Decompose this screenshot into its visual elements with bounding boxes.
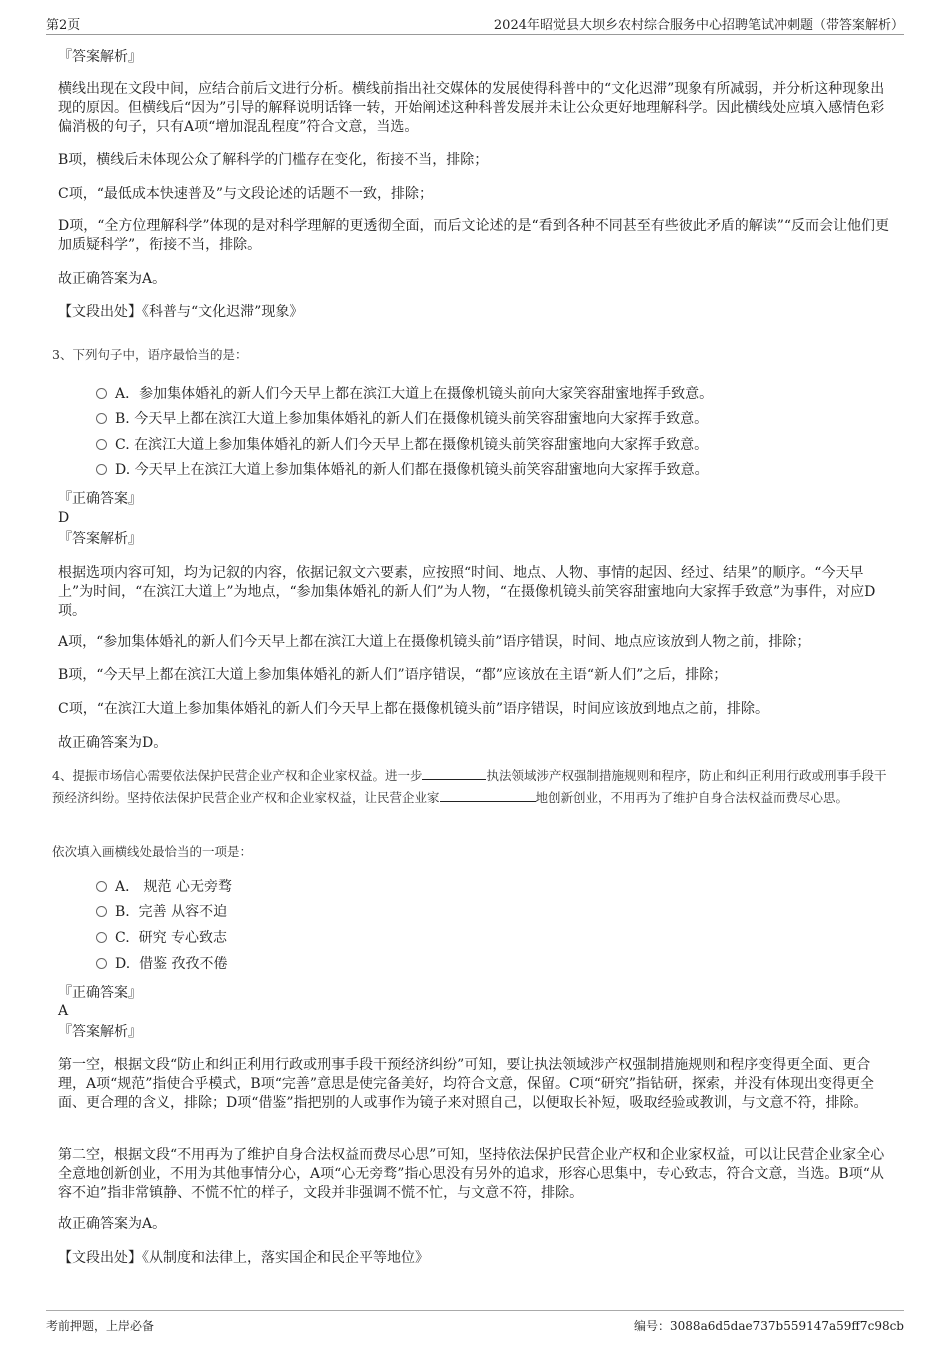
q3-analysis-p2: A项，“参加集体婚礼的新人们今天早上都在滨江大道上在摄像机镜头前”语序错误，时间、地点应该放到人物之前，排除；: [58, 634, 811, 650]
q4-analysis-label: 『答案解析』: [58, 1024, 142, 1040]
q3-option-a[interactable]: A．参加集体婚礼的新人们今天早上都在滨江大道上在摄像机镜头前向大家笑容甜蜜地挥手致意。: [96, 383, 896, 405]
q4-correct-answer: A: [58, 1003, 69, 1019]
q4-stem: 4、提振市场信心需要依法保护民营企业产权和企业家权益。进一步 执法领域涉产权强制措施规则和程序，防止和纠正利用行政或刑事手段干预经济纠纷。坚持依法保护民营企业产权和企业家权益，让民营企业家 地创新创业，不用再为了维护自身合法权益而费尽心思。: [52, 765, 897, 809]
q2-analysis-p3: C项，“最低成本快速普及”与文段论述的话题不一致，排除；: [58, 186, 434, 202]
q3-analysis-p4: C项，“在滨江大道上参加集体婚礼的新人们今天早上都在摄像机镜头前”语序错误，时间应该放到地点之前，排除。: [58, 701, 770, 717]
radio-icon[interactable]: [96, 413, 107, 424]
q4-instruction: 依次填入画横线处最恰当的一项是：: [52, 844, 253, 859]
q4-source: 【文段出处】《从制度和法律上，落实国企和民企平等地位》: [58, 1250, 429, 1266]
q4-analysis-p1: 第一空，根据文段“防止和纠正利用行政或刑事手段干预经济纠纷”可知，要让执法领域涉产权强制措施规则和程序变得更全面、更合理，A项“规范”指使合乎模式，B项“完善”意思是使完备美好，均符合文意，保留。C项“研究”指钻研，探索，并没有体现出变得更全面、更合理的含义，排除；D项“借鉴”指把别的人或事作为镜子来对照自己，以便取长补短，吸取经验或教训，与文意不符，排除。: [58, 1057, 875, 1111]
q4-option-c[interactable]: C. 研究 专心致志: [96, 927, 896, 949]
blank-1: [422, 765, 486, 780]
page-footer: [46, 1310, 904, 1337]
q3-option-c[interactable]: C. 在滨江大道上参加集体婚礼的新人们今天早上都在摄像机镜头前笑容甜蜜地向大家挥手致意。: [96, 434, 896, 456]
radio-icon[interactable]: [96, 906, 107, 917]
q4-option-b[interactable]: B. 完善 从容不迫: [96, 901, 896, 923]
q4-analysis-p3: 故正确答案为A。: [58, 1216, 167, 1232]
q3-correct-label: 『正确答案』: [58, 491, 142, 507]
q4-correct-label: 『正确答案』: [58, 985, 142, 1001]
radio-icon[interactable]: [96, 388, 107, 399]
q4-option-d[interactable]: D. 借鉴 孜孜不倦: [96, 953, 896, 975]
q4-analysis-p2: 第二空，根据文段“不用再为了维护自身合法权益而费尽心思”可知，坚持依法保护民营企业产权和企业家权益，可以让民营企业家全心全意地创新创业，不用为其他事情分心，A项“心无旁骛”指心思没有另外的追求，形容心思集中，专心致志，符合文意，当选。B项“从容不迫”指非常镇静、不慌不忙的样子，文段并非强调不慌不忙，与文意不符，排除。: [58, 1147, 885, 1201]
radio-icon[interactable]: [96, 958, 107, 969]
page-header: [46, 14, 904, 35]
blank-2: [440, 787, 536, 802]
q4-option-a[interactable]: A． 规范 心无旁骛: [96, 876, 896, 898]
radio-icon[interactable]: [96, 881, 107, 892]
q3-stem: 3、下列句子中，语序最恰当的是：: [52, 347, 248, 362]
footer-slogan: 考前押题，上岸必备: [46, 1319, 155, 1333]
radio-icon[interactable]: [96, 439, 107, 450]
q2-analysis-p2: B项，横线后未体现公众了解科学的门槛存在变化，衔接不当，排除；: [58, 152, 489, 168]
document-id: 编号：3088a6d5dae737b559147a59ff7c98cb: [634, 1319, 904, 1333]
document-title: 2024年昭觉县大坝乡农村综合服务中心招聘笔试冲刺题（带答案解析）: [493, 18, 904, 33]
q2-source: 【文段出处】《科普与“文化迟滞”现象》: [58, 304, 304, 320]
radio-icon[interactable]: [96, 932, 107, 943]
q3-option-d[interactable]: D. 今天早上在滨江大道上参加集体婚礼的新人们都在摄像机镜头前笑容甜蜜地向大家挥手致意。: [96, 459, 896, 481]
q2-analysis-p5: 故正确答案为A。: [58, 271, 167, 287]
q2-analysis-p4: D项，“全方位理解科学”体现的是对科学理解的更透彻全面，而后文论述的是“看到各种不同甚至有些彼此矛盾的解读”“反而会让他们更加质疑科学”，衔接不当，排除。: [58, 218, 890, 253]
q3-analysis-label: 『答案解析』: [58, 531, 142, 547]
radio-icon[interactable]: [96, 464, 107, 475]
q3-analysis-p5: 故正确答案为D。: [58, 735, 168, 751]
q3-option-b[interactable]: B. 今天早上都在滨江大道上参加集体婚礼的新人们在摄像机镜头前笑容甜蜜地向大家挥手致意。: [96, 408, 896, 430]
q2-analysis-label: 『答案解析』: [58, 49, 142, 65]
q3-correct-answer: D: [58, 510, 70, 526]
q2-analysis-p1: 横线出现在文段中间，应结合前后文进行分析。横线前指出社交媒体的发展使得科普中的“文化迟滞”现象有所减弱，并分析这种现象出现的原因。但横线后“因为”引导的解释说明话锋一转，开始阐述这种科普发展并未让公众更好地理解科学。因此横线处应填入感情色彩偏消极的句子，只有A项“增加混乱程度”符合文意，当选。: [58, 81, 885, 135]
q3-analysis-p1: 根据选项内容可知，均为记叙的内容，依据记叙文六要素，应按照“时间、地点、人物、事情的起因、经过、结果”的顺序。“今天早上”为时间，“在滨江大道上”为地点，“参加集体婚礼的新人们”为人物，“在摄像机镜头前笑容甜蜜地向大家挥手致意”为事件，对应D项。: [58, 565, 876, 619]
page-number: 第2页: [46, 18, 81, 33]
q3-analysis-p3: B项，“今天早上都在滨江大道上参加集体婚礼的新人们”语序错误，“都”应该放在主语“新人们”之后，排除；: [58, 667, 728, 683]
